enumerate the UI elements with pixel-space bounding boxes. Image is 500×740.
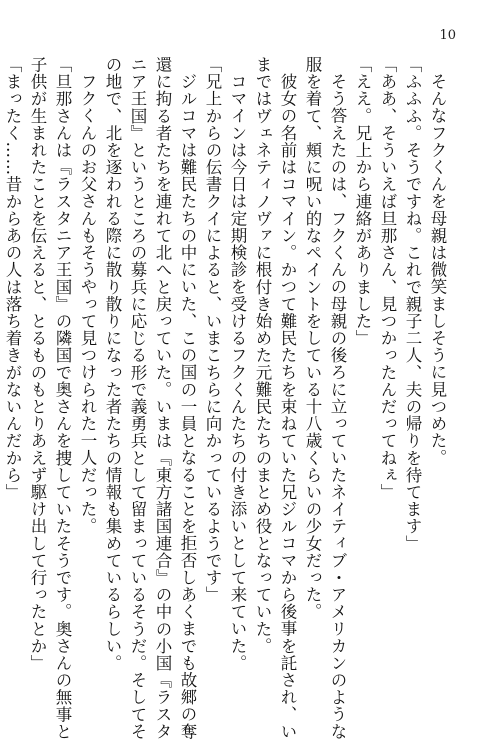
text-line-6: 服を着て、頬に呪い的なペイントをしている十八歳くらいの少女だった。 xyxy=(303,56,322,621)
text-line-4: 「ええ。兄上から連絡がありました」 xyxy=(353,56,372,347)
text-line-10: 「兄上からの伝書クイによると、いまこちらに向かっているようです」 xyxy=(203,56,222,604)
vertical-text-body xyxy=(3,56,450,740)
text-line-2: 「ふふふ。そうですね。これで親子二人、夫の帰りを待てます」 xyxy=(403,56,422,552)
text-line-16: 「旦那さんは『ラスタニア王国』の隣国で奥さんを捜していたそうです。奥さんの無事と xyxy=(53,56,72,740)
text-line-17: 子供が生まれたことを伝えると、とるものもとりあえず駆け出して行ったとか」 xyxy=(28,56,47,672)
text-line-7: 彼女の名前はコマイン。かつて難民たちを束ねていた兄ジルコマから後事を託され、い xyxy=(278,72,297,740)
text-line-15: フクくんのお父さんもそうやって見つけられた一人だった。 xyxy=(78,72,97,535)
text-line-13: ニア王国』というところの募兵に応じる形で義勇兵として留まっているそうだ。そしてそ xyxy=(128,56,147,740)
text-line-14: の地で、北を逐われる際に散り散りになった者たちの情報も集めているらしい。 xyxy=(103,56,122,672)
text-line-11: ジルコマは難民たちの中にいた、この国の一員となることを拒否しあくまでも故郷の奪 xyxy=(178,72,197,740)
text-line-12: 還に拘る者たちを連れて北へと戻っていた。いまは『東方諸国連合』の中の小国『ラスタ xyxy=(153,56,172,740)
text-line-9: コマインは今日は定期検診を受けるフクくんたちの付き添いとして来ていた。 xyxy=(228,72,247,671)
text-line-1: そんなフクくんを母親は微笑ましそうに見つめた。 xyxy=(428,72,447,466)
text-line-3: 「ああ、そういえば旦那さん、見つかったんだってねぇ」 xyxy=(378,56,397,501)
text-line-8: まではヴェネティノヴァに根付き始めた元難民たちのまとめ役となっていた。 xyxy=(253,56,272,655)
text-line-18: 「まったく……昔からあの人は落ち着きがないんだから」 xyxy=(3,56,22,501)
text-line-5: そう答えたのは、フクくんの母親の後ろに立っていたネイティブ・アメリカンのような xyxy=(328,72,347,740)
page-number: 10 xyxy=(439,28,456,43)
